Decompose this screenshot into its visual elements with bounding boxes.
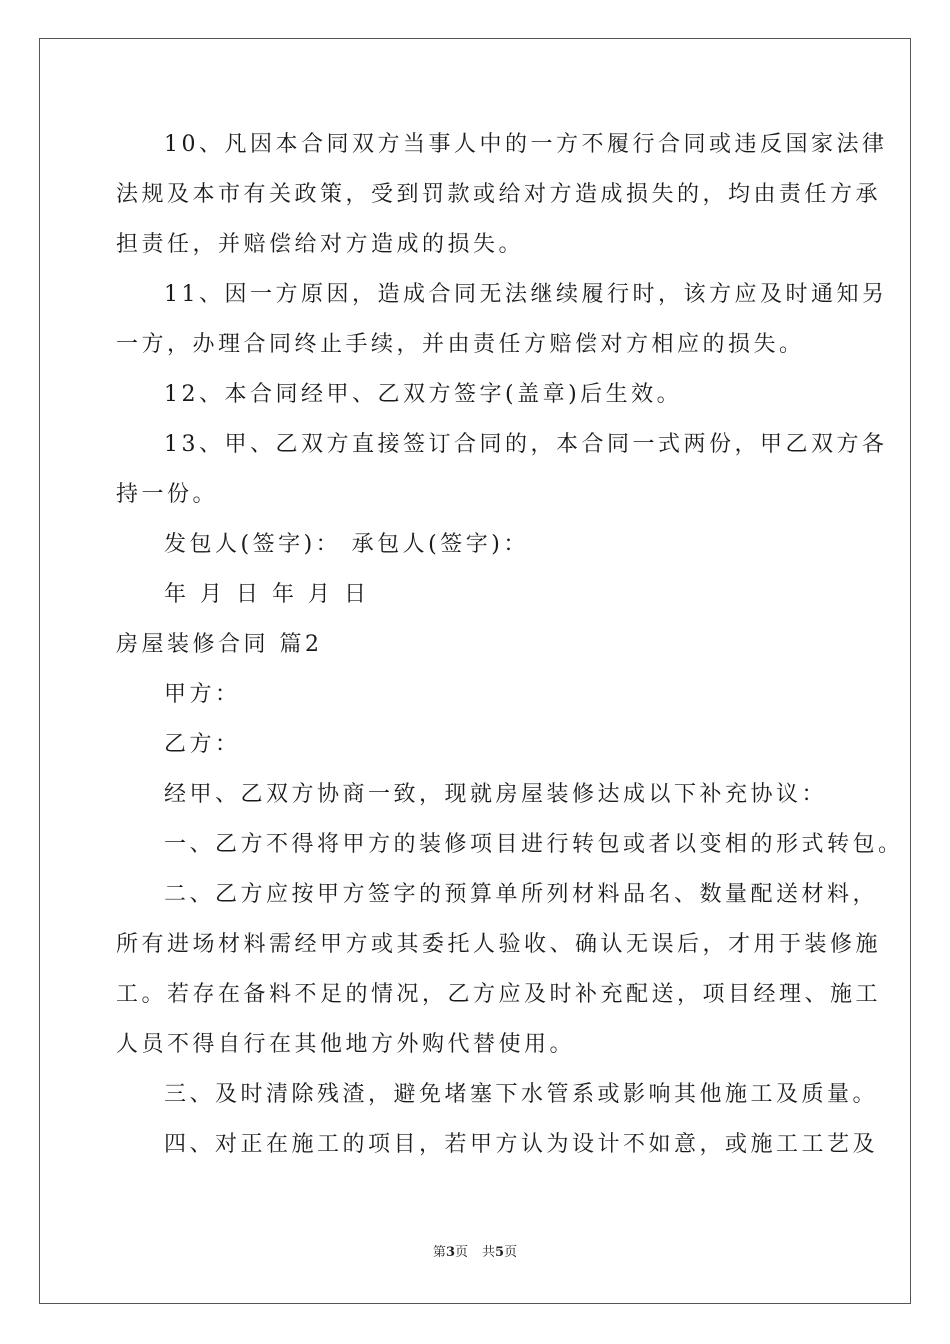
clause-3: 三、及时清除残渣，避免堵塞下水管系或影响其他施工及质量。 (164, 1082, 879, 1107)
page-number-suffix: 页 (454, 1245, 468, 1260)
paragraph-13-line-1: 13、甲、乙双方直接签订合同的，本合同一式两份，甲乙双方各 (164, 432, 888, 457)
paragraph-10-line-1: 10、凡因本合同双方当事人中的一方不履行合同或违反国家法律 (164, 132, 888, 157)
total-pages-prefix: 共 (482, 1245, 496, 1260)
paragraph-12: 12、本合同经甲、乙双方签字(盖章)后生效。 (164, 382, 683, 407)
paragraph-10-line-3: 担责任，并赔偿给对方造成的损失。 (116, 232, 525, 257)
paragraph-11-line-1: 11、因一方原因，造成合同无法继续履行时，该方应及时通知另 (164, 282, 888, 307)
paragraph-10-line-2: 法规及本市有关政策，受到罚款或给对方造成损失的，均由责任方承 (116, 182, 882, 207)
clause-2-line-4: 人员不得自行在其他地方外购代替使用。 (116, 1032, 576, 1057)
paragraph-13-line-2: 持一份。 (116, 482, 219, 507)
signature-line: 发包人(签字)： 承包人(签字)： (164, 532, 529, 557)
clause-4-line-1: 四、对正在施工的项目，若甲方认为设计不如意，或施工工艺及 (164, 1132, 879, 1157)
clause-1: 一、乙方不得将甲方的装修项目进行转包或者以变相的形式转包。 (164, 832, 904, 857)
total-pages-number: 5 (495, 1245, 505, 1260)
agreement-intro: 经甲、乙双方协商一致，现就房屋装修达成以下补充协议： (164, 782, 828, 807)
total-pages-suffix: 页 (504, 1245, 518, 1260)
party-a-line: 甲方： (164, 682, 241, 707)
section-title: 房屋装修合同 篇2 (116, 632, 323, 657)
page-frame (39, 38, 911, 1304)
party-b-line: 乙方： (164, 732, 241, 757)
current-page-number: 3 (445, 1245, 455, 1260)
date-line: 年 月 日 年 月 日 (164, 582, 370, 607)
clause-2-line-3: 工。若存在备料不足的情况，乙方应及时补充配送，项目经理、施工 (116, 982, 882, 1007)
paragraph-11-line-2: 一方，办理合同终止手续，并由责任方赔偿对方相应的损失。 (116, 332, 805, 357)
page-number-prefix: 第 (432, 1245, 446, 1260)
clause-2-line-2: 所有进场材料需经甲方或其委托人验收、确认无误后，才用于装修施 (116, 932, 882, 957)
page-footer (0, 1244, 950, 1262)
clause-2-line-1: 二、乙方应按甲方签字的预算单所列材料品名、数量配送材料， (164, 882, 879, 907)
